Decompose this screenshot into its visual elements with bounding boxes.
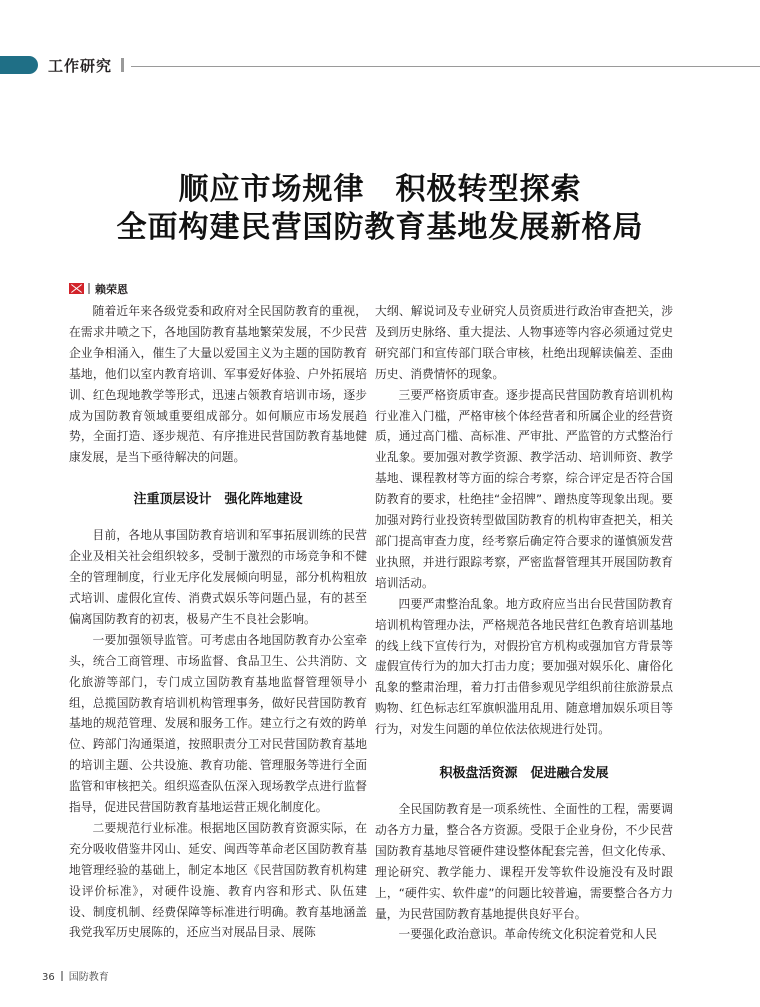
- author-divider-bar: [88, 283, 90, 294]
- journal-name: 国防教育: [68, 972, 109, 983]
- subheading: 积极盘活资源 促进融合发展: [439, 766, 609, 782]
- article-title-line-2: 全面构建民营国防教育基地发展新格局: [116, 210, 644, 245]
- article-left-column: [69, 301, 367, 943]
- page-number: 36: [42, 972, 55, 983]
- footer-divider-bar: [61, 971, 63, 981]
- paragraph: 二要规范行业标准。根据地区国防教育资源实际，在充分吸收借鉴井冈山、延安、闽西等革命老区国防教育基地管理经验的基础上，制定本地区《民营国防教育机构建设评价标准》，对硬件设施、教育内容和形式、队伍建设、制度机制、经费保障等标准进行明确。教育基地涵盖我党我军历史展陈的，还应当对展品目录、展陈: [69, 820, 367, 940]
- paragraph: 全民国防教育是一项系统性、全面性的工程，需要调动各方力量，整合各方资源。受限于企业身份，不少民营国防教育基地尽管硬件建设整体配套完善，但文化传承、理论研究、教学能力、课程开发等软件设施没有及时跟上，“硬件实、软件虚”的问题比较普遍，需要整合各方力量，为民营国防教育基地提供良好平台。: [375, 802, 673, 921]
- article-title-line-1: 顺应市场规律 积极转型探索: [178, 172, 582, 207]
- section-divider-bar: [121, 58, 124, 72]
- paragraph: 一要强化政治意识。革命传统文化积淀着党和人民: [398, 927, 657, 942]
- author-name: 赖荣恩: [95, 283, 128, 296]
- paragraph: 随着近年来各级党委和政府对全民国防教育的重视，在需求井喷之下，各地国防教育基地繁荣发展，不少民营企业争相涌入，催生了大量以爱国主义为主题的国防教育基地，他们以室内教育培训、军事爱好体验、户外拓展培训、红色现地教学等形式，迅速占领教育培训市场，逐步成为国防教育领域重要组成部分。如何顺应市场发展趋势，全面打造、逐步规范、有序推进民营国防教育基地健康发展，是当下亟待解决的问题。: [69, 304, 367, 465]
- paragraph: 一要加强领导监管。可考虑由各地国防教育办公室牵头，统合工商管理、市场监督、食品卫生、公共消防、文化旅游等部门，专门成立国防教育基地监督管理领导小组，总揽国防教育培训机构管理事务，做好民营国防教育基地的规范管理、发展和服务工作。建立行之有效的跨单位、跨部门沟通渠道，按照职责分工对民营国防教育基地的培训主题、公共设施、教育功能、管理服务等进行全面监管和审核把关。组织巡查队伍深入现场教学点进行监督指导，促进民营国防教育基地运营正规化制度化。: [69, 632, 367, 815]
- section-tab-marker: [0, 56, 38, 74]
- article-right-column: [375, 301, 673, 945]
- paragraph: 四要严肃整治乱象。地方政府应当出台民营国防教育培训机构管理办法，严格规范各地民营红色教育培训基地的线上线下宣传行为，对假扮官方机构或强加官方背景等虚假宣传行为的加大打击力度；要加强对娱乐化、庸俗化乱象的整肃治理，着力打击借参观见学组织前往旅游景点购物、红色标志红军旗帜滥用乱用、随意增加娱乐项目等行为，对发生问题的单位依法依规进行处罚。: [375, 596, 673, 737]
- envelope-icon: [69, 283, 84, 294]
- section-title: 工作研究: [48, 57, 113, 75]
- paragraph: 三要严格资质审查。逐步提高民营国防教育培训机构行业准入门槛，严格审核个体经营者和所属企业的经营资质，通过高门槛、高标准、严审批、严监管的方式整治行业乱象。要加强对教学资源、教学活动、培训师资、教学基地、课程教材等方面的综合考察，综合评定是否符合国防教育的要求，杜绝挂“金招牌”、蹭热度等现象出现。要加强对跨行业投资转型做国防教育的机构审查把关，相关部门提高审查力度，经考察后确定符合要求的谨慎颁发营业执照，并进行跟踪考察，严密监督管理其开展国防教育培训活动。: [375, 387, 673, 590]
- subheading: 注重顶层设计 强化阵地建设: [133, 492, 303, 508]
- page-footer: [42, 968, 109, 983]
- header-rule: [131, 66, 760, 67]
- paragraph: 大纲、解说词及专业研究人员资质进行政治审查把关，涉及到历史脉络、重大提法、人物事迹等内容必须通过党史研究部门和宣传部门联合审核，杜绝出现解读偏差、歪曲历史、消费情怀的现象。: [375, 304, 673, 381]
- paragraph: 目前，各地从事国防教育培训和军事拓展训练的民营企业及相关社会组织较多，受制于激烈的市场竞争和不健全的管理制度，行业无序化发展倾向明显，部分机构粗放式培训、虚假化宣传、消费式娱乐等问题凸显，有的甚至偏离国防教育的初衷，极易产生不良社会影响。: [69, 528, 367, 626]
